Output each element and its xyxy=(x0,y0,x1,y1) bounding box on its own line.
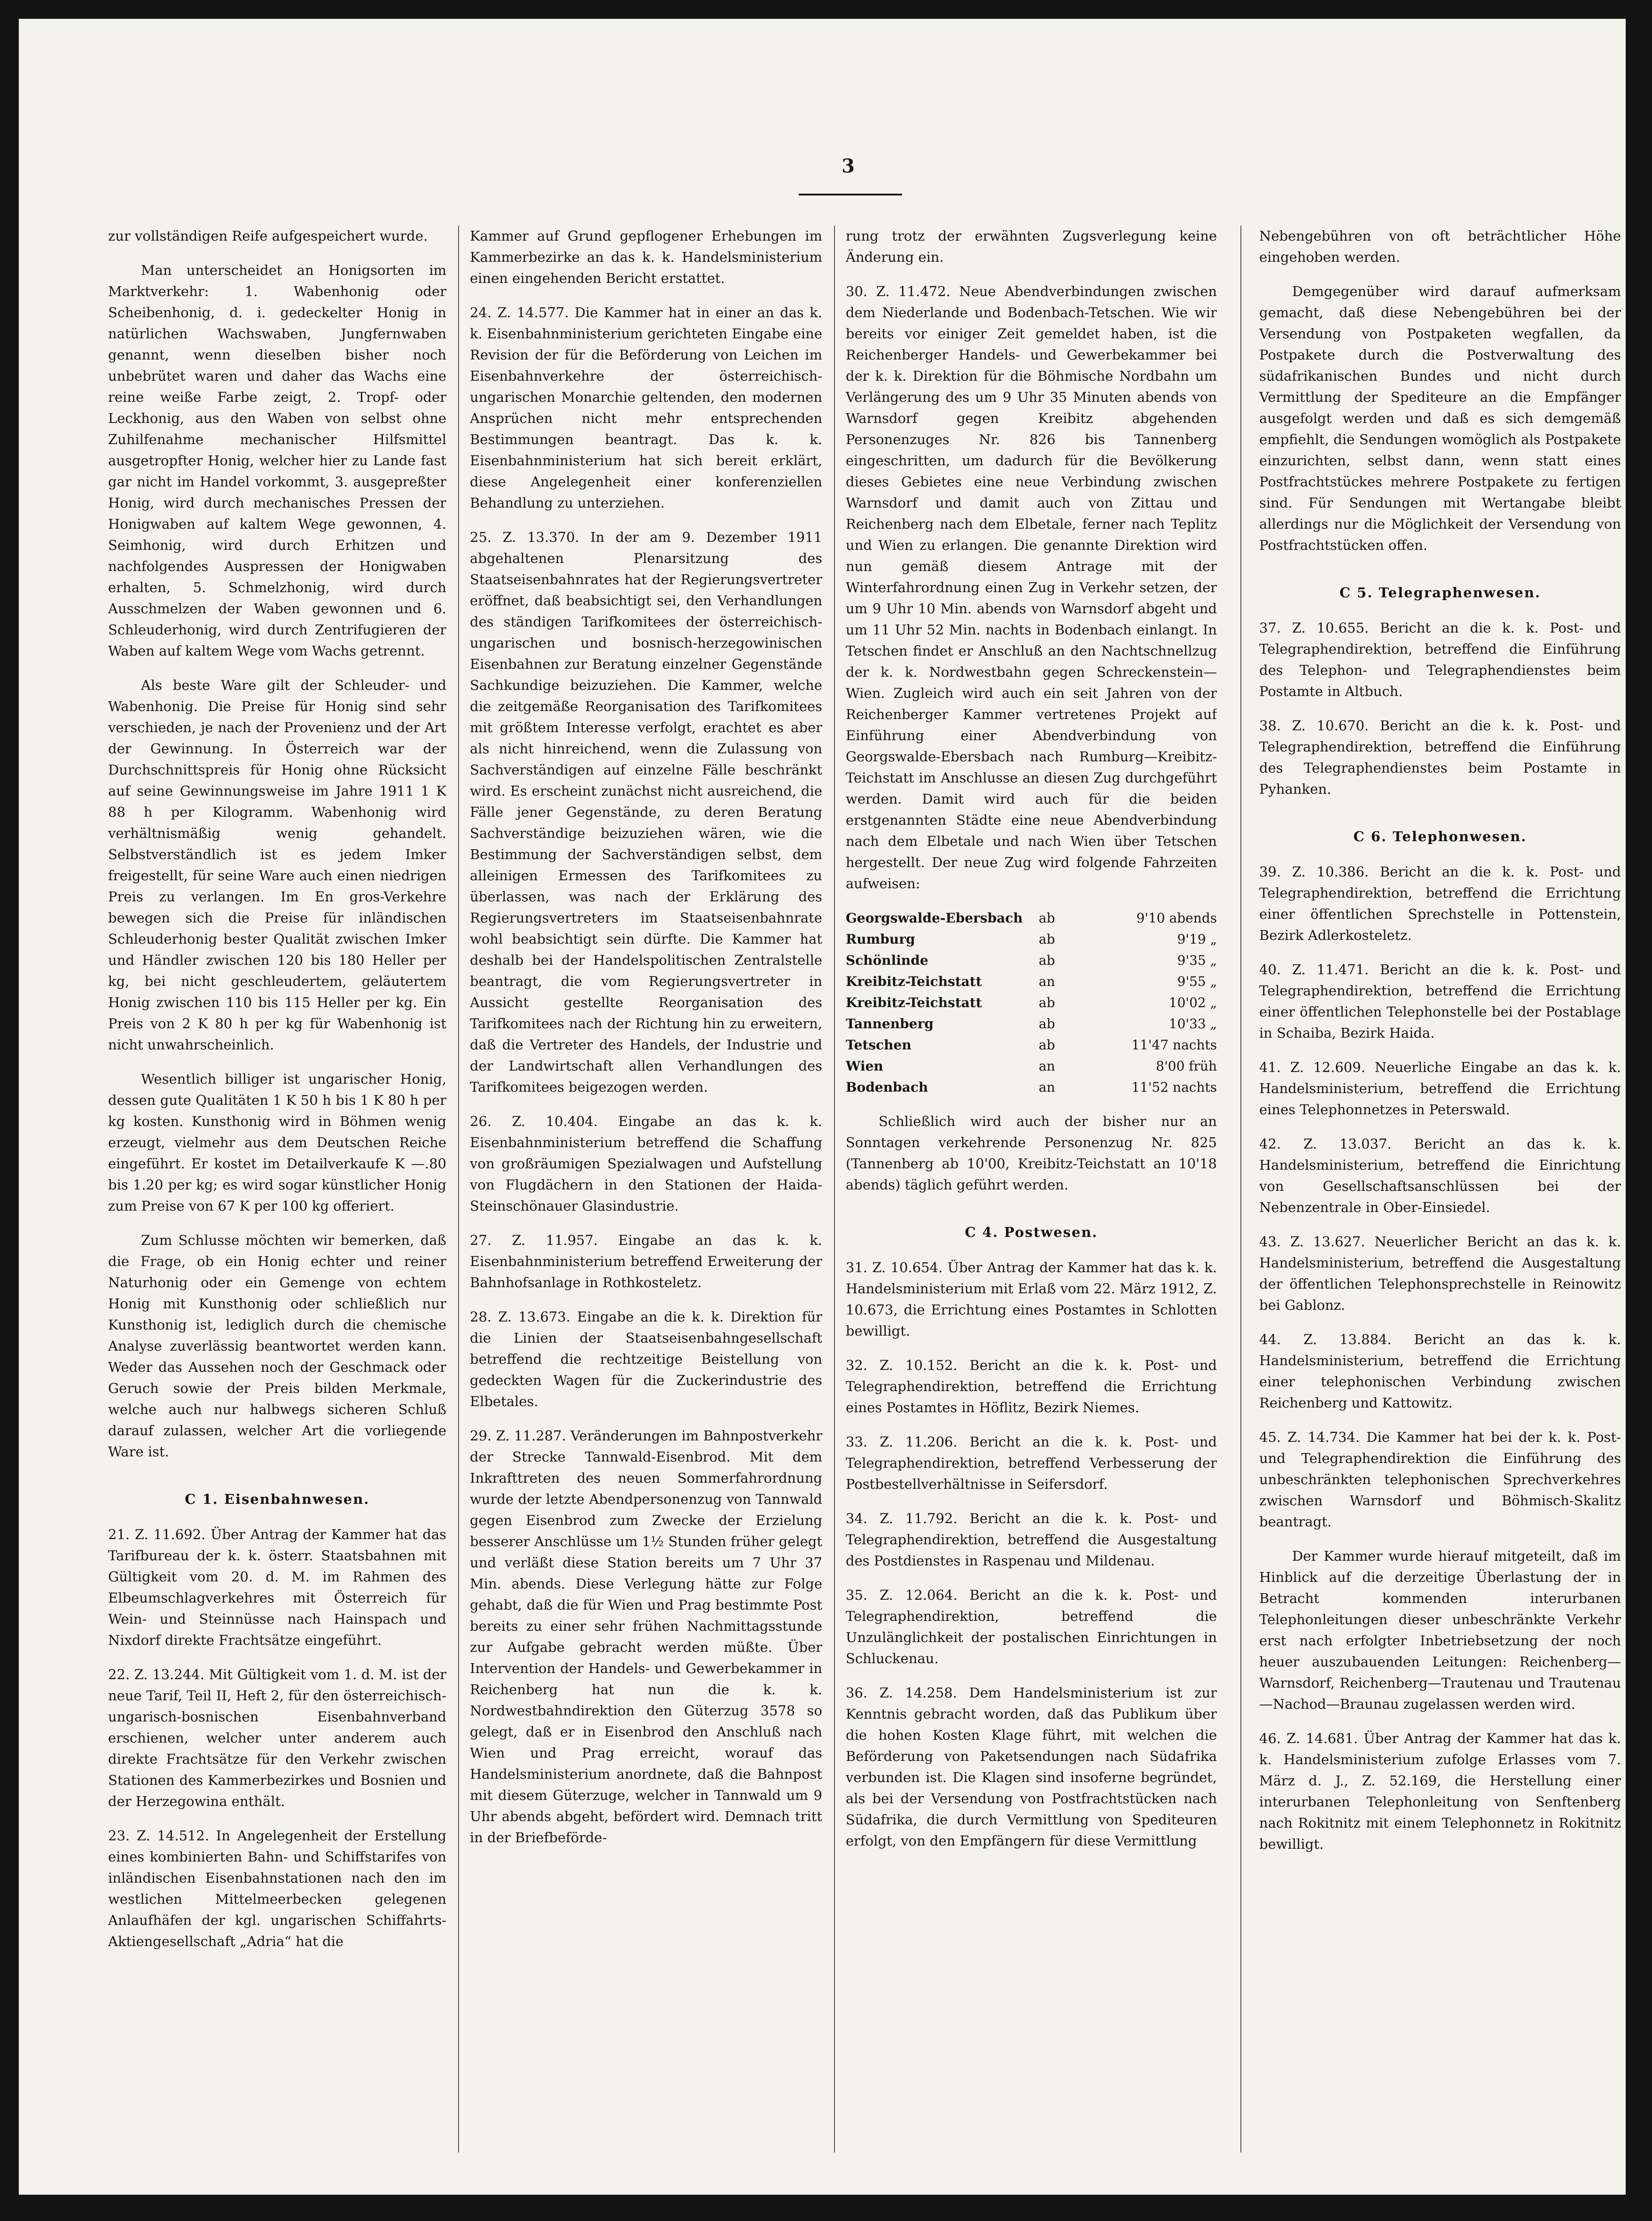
section-heading: C 5. Telegraphenwesen. xyxy=(1339,585,1541,601)
numbered-item: 30. Z. 11.472. Neue Abendverbindungen zwischen dem Niederlande und Bodenbach-Tetschen. Wie wir bereits vor einiger Zeit gemeldet haben, ist die Reichenberger Handels- und Gewerbekammer bei der k. k. Direktion für die Böhmische Nordbahn um Verlängerung des um 9 Uhr 35 Minuten abends von Warnsdorf gegen Kreibitz abgehenden Personenzuges Nr. 826 bis Tannenberg eingeschritten, um dadurch für die Bevölkerung dieses Gebietes eine neue Verbindung zwischen Warnsdorf und damit auch von Zittau und Reichenberg nach dem Elbetale, ferner nach Teplitz und Wien zu erlangen. Die genannte Direktion wird nun gemäß diesem Antrage mit der Winterfahrordnung einen Zug in Verkehr setzen, der um 9 Uhr 10 Min. abends von Warnsdorf abgeht und um 11 Uhr 52 Min. nachts in Bodenbach einlangt. In Tetschen findet er Anschluß an den Nachtschnellzug der k. k. Nordwestbahn gegen Schreckenstein—Wien. Zugleich wird auch ein seit Jahren von der Reichenberger Kammer vertretenes Projekt auf Einführung einer Abendverbindung von Georgswalde-Ebersbach nach Rumburg—Kreibitz-Teichstatt im Anschlusse an diesen Zug durchgeführt werden. Damit wird auch für die beiden erstgenannten Städte eine neue Abendverbindung nach dem Elbetale und nach Wien über Tetschen hergestellt. Der neue Zug wird folgende Fahrzeiten aufweisen: xyxy=(846,283,1217,892)
paragraph: Der Kammer wurde hierauf mitgeteilt, daß im Hinblick auf die derzeitige Überlastung der in Betracht kommenden interurbanen Telephonleitungen dieser unbeschränkte Verkehr erst nach erfolgter Inbetriebsetzung der noch heuer auszubauenden Leitungen: Reichenberg—Warnsdorf, Reichenberg—Trautenau und Trautenau—Nachod—Braunau zugelassen werden wird. xyxy=(1259,1548,1621,1712)
paragraph: Demgegenüber wird darauf aufmerksam gemacht, daß diese Nebengebühren bei der Versendung von Postpaketen wegfallen, da Postpakete durch die Postverwaltung des südafrikanischen Bundes und nicht durch Vermittlung der Spediteure an die Empfänger ausgefolgt werden und daß es sich demgemäß empfiehlt, die Sendungen womöglich als Postpakete einzurichten, selbst dann, wenn statt eines Postfrachtstückes mehrere Postpakete zu fertigen sind. Für Sendungen mit Wertangabe bleibt allerdings nur die Möglichkeit der Versendung von Postfrachtstücken offen. xyxy=(1259,283,1621,553)
numbered-item: 27. Z. 11.957. Eingabe an das k. k. Eisenbahnministerium betreffend Erweiterung der Bahnhofsanlage in Rothkosteletz. xyxy=(470,1232,822,1290)
timetable-row xyxy=(846,1056,1217,1077)
station-name: Tetschen xyxy=(846,1037,912,1053)
numbered-item: 22. Z. 13.244. Mit Gültigkeit vom 1. d. M. ist der neue Tarif, Teil II, Heft 2, für den österreichisch-ungarisch-bosnischen Eisenbahnverband erschienen, welcher unter anderem auch direkte Frachtsätze für den Verkehr zwischen Stationen des Kammerbezirkes und Bosnien und der Herzegowina enthält. xyxy=(108,1666,446,1809)
numbered-item: 29. Z. 11.287. Veränderungen im Bahnpostverkehr der Strecke Tannwald-Eisenbrod. Mit dem Inkrafttreten des neuen Sommerfahrordnung wurde der letzte Abendpersonenzug von Tannwald gegen Eisenbrod zum Zwecke der Erzielung besserer Anschlüsse um 1½ Stunden früher gelegt und verläßt diese Station bereits um 7 Uhr 37 Min. abends. Diese Verlegung hätte zur Folge gehabt, daß die für Wien und Prag bestimmte Post bereits zu einer sehr frühen Nachmittagsstunde zur Aufgabe gebracht werden müßte. Über Intervention der Handels- und Gewerbekammer in Reichenberg hat nun die k. k. Nordwestbahndirektion den Güterzug 3578 so gelegt, daß er in Eisenbrod den Anschluß nach Wien und Prag erreicht, worauf das Handelsministerium anordnete, daß die Bahnpost mit diesem Güterzuge, welcher in Tannwald um 9 Uhr abends abgeht, befördert wird. Demnach tritt in der Briefbeförde- xyxy=(470,1428,822,1846)
paragraph: Zum Schlusse möchten wir bemerken, daß die Frage, ob ein Honig echter und reiner Naturhonig oder ein Gemenge von echtem Honig mit Kunsthonig oder schließlich nur Kunsthonig ist, lediglich durch die chemische Analyse zuverlässig beantwortet werden kann. Weder das Aussehen noch der Geschmack oder Geruch sowie der Preis bilden Merkmale, welche auch nur halbwegs sicheren Schluß darauf zulassen, welcher Art die vorliegende Ware ist. xyxy=(108,1232,446,1460)
numbered-item: 26. Z. 10.404. Eingabe an das k. k. Eisenbahnministerium betreffend die Schaffung von großräumigen Spezialwagen und Aufstellung von Flugdächern in den Stationen der Haida-Steinschönauer Glasindustrie. xyxy=(470,1113,822,1214)
numbered-item: 42. Z. 13.037. Bericht an das k. k. Handelsministerium, betreffend die Einrichtung von Gesellschaftsanschlüssen bei der Nebenzentrale in Ober-Einsiedel. xyxy=(1259,1136,1621,1215)
station-name: Georgswalde-Ebersbach xyxy=(846,910,1023,926)
numbered-item: 37. Z. 10.655. Bericht an die k. k. Post- und Telegraphendirektion, betreffend die Einführung des Telephon- und Telegraphendienstes beim Postamte in Altbuch. xyxy=(1259,620,1621,699)
timetable-row xyxy=(846,950,1217,971)
numbered-item: 38. Z. 10.670. Bericht an die k. k. Post- und Telegraphendirektion, betreffend die Einführung des Telegraphendienstes beim Postamte in Pyhanken. xyxy=(1259,718,1621,797)
arrival-departure: ab xyxy=(1038,953,1055,968)
numbered-item: 39. Z. 10.386. Bericht an die k. k. Post- und Telegraphendirektion, betreffend die Errichtung einer öffentlichen Sprechstelle in Pottenstein, Bezirk Adlerkosteletz. xyxy=(1259,864,1621,943)
arrival-departure: an xyxy=(1038,1079,1055,1095)
arrival-departure: ab xyxy=(1038,1016,1055,1032)
timetable-row xyxy=(846,929,1217,950)
timetable-row xyxy=(846,1013,1217,1034)
numbered-item: 40. Z. 11.471. Bericht an die k. k. Post- und Telegraphendirektion, betreffend die Errichtung einer öffentlichen Telephonstelle bei der Postablage in Schaiba, Bezirk Haida. xyxy=(1259,962,1621,1041)
time: 10'02 „ xyxy=(1169,995,1217,1010)
arrival-departure: an xyxy=(1038,974,1055,989)
time: 9'55 „ xyxy=(1177,974,1217,989)
station-name: Kreibitz-Teichstatt xyxy=(846,995,982,1010)
time: 9'10 abends xyxy=(1136,910,1217,926)
time: 11'47 nachts xyxy=(1131,1037,1217,1053)
time: 8'00 früh xyxy=(1156,1058,1217,1074)
numbered-item: 24. Z. 14.577. Die Kammer hat in einer an das k. k. Eisenbahnministerium gerichteten Eingabe eine Revision der für die Beförderung von Leichen im Eisenbahnverkehre der österreichisch-ungarischen Monarchie geltenden, den modernen Ansprüchen nicht mehr entsprechenden Bestimmungen beantragt. Das k. k. Eisenbahnministerium hat sich bereit erklärt, diese Angelegenheit einer konferenziellen Behandlung zu unterziehen. xyxy=(470,305,822,511)
station-name: Bodenbach xyxy=(846,1079,928,1095)
numbered-item: 43. Z. 13.627. Neuerlicher Bericht an das k. k. Handelsministerium, betreffend die Ausgestaltung der öffentlichen Telephonsprechstelle in Reinowitz bei Gablonz. xyxy=(1259,1234,1621,1313)
timetable-row xyxy=(846,1034,1217,1056)
page-number-rule xyxy=(799,194,902,196)
column-2 xyxy=(470,226,822,2162)
numbered-item: 23. Z. 14.512. In Angelegenheit der Erstellung eines kombinierten Bahn- und Schiffstarifes von inländischen Eisenbahnstationen nach den im westlichen Mittelmeerbecken gelegenen Anlaufhäfen der kgl. ungarischen Schiffahrts-Aktiengesellschaft „Adria“ hat die xyxy=(108,1828,446,1949)
arrival-departure: ab xyxy=(1038,931,1055,947)
paragraph: Wesentlich billiger ist ungarischer Honig, dessen gute Qualitäten 1 K 50 h bis 1 K 80 h per kg kosten. Kunsthonig wird in Böhmen wenig erzeugt, vielmehr aus dem Deutschen Reiche eingeführt. Er kostet im Detailverkaufe K —.80 bis 1.20 per kg; es wird sogar künstlicher Honig zum Preise von 67 K per 100 kg offeriert. xyxy=(108,1071,446,1214)
paragraph: Schließlich wird auch der bisher nur an Sonntagen verkehrende Personenzug Nr. 825 (Tannenberg ab 10'00, Kreibitz-Teichstatt an 10'18 abends) täglich geführt werden. xyxy=(846,1113,1217,1193)
paragraph: rung trotz der erwähnten Zugsverlegung keine Änderung ein. xyxy=(846,228,1217,265)
paragraph: Kammer auf Grund gepflogener Erhebungen im Kammerbezirke an das k. k. Handelsministerium einen eingehenden Bericht erstattet. xyxy=(470,228,822,286)
paragraph: Man unterscheidet an Honigsorten im Marktverkehr: 1. Wabenhonig oder Scheibenhonig, d. i. gedeckelter Honig in natürlichen Wachswaben, Jungfernwaben genannt, wenn dieselben bisher noch unbebrütet waren und daher das Wachs eine reine weiße Farbe zeigt, 2. Tropf- oder Leckhonig, aus den Waben von selbst ohne Zuhilfenahme mechanischer Hilfsmittel ausgetropfter Honig, welcher hier zu Lande fast gar nicht im Handel vorkommt, 3. ausgepreßter Honig, wird durch mechanisches Pressen der Honigwaben auf kaltem Wege gewonnen, 4. Seimhonig, wird durch Erhitzen und nachfolgendes Auspressen der Honigwaben erhalten, 5. Schmelzhonig, wird durch Ausschmelzen der Waben gewonnen und 6. Schleuderhonig, wird durch Zentrifugieren der Waben auf kaltem Wege vom Wachs getrennt. xyxy=(108,262,446,659)
timetable-row xyxy=(846,1077,1217,1098)
numbered-item: 34. Z. 11.792. Bericht an die k. k. Post- und Telegraphendirektion, betreffend die Ausgestaltung des Postdienstes in Raspenau und Mildenau. xyxy=(846,1510,1217,1569)
station-name: Tannenberg xyxy=(846,1016,934,1032)
column-1 xyxy=(108,226,446,2162)
section-heading: C 6. Telephonwesen. xyxy=(1353,829,1527,845)
station-name: Kreibitz-Teichstatt xyxy=(846,974,982,989)
numbered-item: 21. Z. 11.692. Über Antrag der Kammer hat das Tarifbureau der k. k. österr. Staatsbahnen mit Gültigkeit vom 20. d. M. im Rahmen des Elbeumschlagverkehres mit Österreich für Wein- und Steinnüsse nach Hainspach und Nixdorf direkte Frachtsätze eingeführt. xyxy=(108,1526,446,1648)
timetable-row xyxy=(846,907,1217,929)
column-4 xyxy=(1259,226,1621,2162)
column-divider xyxy=(834,226,835,2152)
arrival-departure: ab xyxy=(1038,995,1055,1010)
time: 10'33 „ xyxy=(1169,1016,1217,1032)
arrival-departure: ab xyxy=(1038,1037,1055,1053)
document-page xyxy=(19,19,1626,2195)
section-heading: C 1. Eisenbahnwesen. xyxy=(185,1491,370,1507)
numbered-item: 28. Z. 13.673. Eingabe an die k. k. Direktion für die Linien der Staatseisenbahngesellschaft betreffend die rechtzeitige Beistellung von gedeckten Wagen für die Zuckerindustrie des Elbetales. xyxy=(470,1309,822,1409)
page-number: 3 xyxy=(842,155,855,177)
numbered-item: 32. Z. 10.152. Bericht an die k. k. Post- und Telegraphendirektion, betreffend die Errichtung eines Postamtes in Höflitz, Bezirk Niemes. xyxy=(846,1357,1217,1415)
station-name: Schönlinde xyxy=(846,953,928,968)
numbered-item: 33. Z. 11.206. Bericht an die k. k. Post- und Telegraphendirektion, betreffend Verbesserung der Postbestellverhältnisse in Seifersdorf. xyxy=(846,1434,1217,1492)
numbered-item: 41. Z. 12.609. Neuerliche Eingabe an das k. k. Handelsministerium, betreffend die Errichtung eines Telephonnetzes in Peterswald. xyxy=(1259,1059,1621,1118)
column-3 xyxy=(846,226,1217,2162)
paragraph: Nebengebühren von oft beträchtlicher Höhe eingehoben werden. xyxy=(1259,228,1621,265)
column-divider xyxy=(1240,226,1241,2152)
numbered-item: 35. Z. 12.064. Bericht an die k. k. Post- und Telegraphendirektion, betreffend die Unzulänglichkeit der postalischen Einrichtungen in Schluckenau. xyxy=(846,1587,1217,1666)
column-divider xyxy=(458,226,459,2152)
numbered-item: 25. Z. 13.370. In der am 9. Dezember 1911 abgehaltenen Plenarsitzung des Staatseisenbahnrates hat der Regierungsvertreter eröffnet, daß beabsichtigt sei, den Verhandlungen des ständigen Tarifkomitees der österreichisch-ungarischen und bosnisch-herzegowinischen Eisenbahnen zur Beratung einzelner Gegenstände Sachkundige beizuziehen. Die Kammer, welche die zeitgemäße Reorganisation des Tarifkomitees mit größtem Interesse verfolgt, erachtet es aber als nicht hinreichend, wenn die Zulassung von Sachverständigen auf einzelne Fälle beschränkt wird. Es erscheint zunächst nicht ausreichend, die Fälle jener Gegenstände, zu deren Beratung Sachverständige beizuziehen wären, wie die Bestimmung der Sachverständigen selbst, dem alleinigen Ermessen des Tarifkomitees zu überlassen, was nach der Erklärung des Regierungsvertreters im Staatseisenbahnrate wohl beabsichtigt sein dürfte. Die Kammer hat deshalb bei der Handelspolitischen Zentralstelle beantragt, die vom Regierungsvertreter in Aussicht gestellte Reorganisation des Tarifkomitees nach der Richtung hin zu erweitern, daß die Vertreter des Handels, der Industrie und der Landwirtschaft allen Verhandlungen des Tarifkomitees beigezogen werden. xyxy=(470,529,822,1095)
arrival-departure: an xyxy=(1038,1058,1055,1074)
timetable-row xyxy=(846,971,1217,992)
paragraph: zur vollständigen Reife aufgespeichert wurde. xyxy=(108,228,428,244)
numbered-item: 46. Z. 14.681. Über Antrag der Kammer hat das k. k. Handelsministerium zufolge Erlasses vom 7. März d. J., Z. 52.169, die Herstellung einer interurbanen Telephonleitung von Senftenberg nach Rokitnitz mit einem Telephonnetz in Rokitnitz bewilligt. xyxy=(1259,1730,1621,1852)
station-name: Wien xyxy=(846,1058,883,1074)
station-name: Rumburg xyxy=(846,931,915,947)
time: 9'19 „ xyxy=(1177,931,1217,947)
timetable-row xyxy=(846,992,1217,1013)
time: 11'52 nachts xyxy=(1131,1079,1217,1095)
paragraph: Als beste Ware gilt der Schleuder- und Wabenhonig. Die Preise für Honig sind sehr verschieden, je nach der Provenienz und der Art der Gewinnung. In Österreich war der Durchschnittspreis für Honig ohne Rücksicht auf seine Gewinnungsweise im Jahre 1911 1 K 88 h per Kilogramm. Wabenhonig wird verhältnismäßig wenig gehandelt. Selbstverständlich ist es jedem Imker freigestellt, für seine Ware auch einen niedrigen Preis zu verlangen. Im En gros-Verkehre bewegen sich die Preise für inländischen Schleuderhonig bester Qualität zwischen Imker und Händler zwischen 120 bis 180 Heller per kg, bei nicht geschleudertem, geläutertem Honig zwischen 110 bis 115 Heller per kg. Ein Preis von 2 K 80 h per kg für Wabenhonig ist nicht unwahrscheinlich. xyxy=(108,677,446,1053)
numbered-item: 45. Z. 14.734. Die Kammer hat bei der k. k. Post- und Telegraphendirektion die Einführung des unbeschränkten telephonischen Sprechverkehres zwischen Warnsdorf und Böhmisch-Skalitz beantragt. xyxy=(1259,1429,1621,1530)
section-heading: C 4. Postwesen. xyxy=(965,1224,1098,1240)
time: 9'35 „ xyxy=(1177,953,1217,968)
numbered-item: 36. Z. 14.258. Dem Handelsministerium ist zur Kenntnis gebracht worden, daß das Publikum über die hohen Kosten Klage führt, mit welchen die Beförderung von Paketsendungen nach Südafrika verbunden ist. Die Klagen sind insoferne begründet, als bei der Versendung von Postfrachtstücken nach Südafrika, die durch Vermittlung von Spediteuren erfolgt, von den Empfängern für diese Vermittlung xyxy=(846,1685,1217,1849)
timetable xyxy=(846,907,1217,1098)
numbered-item: 44. Z. 13.884. Bericht an das k. k. Handelsministerium, betreffend die Errichtung einer telephonischen Verbindung zwischen Reichenberg und Kattowitz. xyxy=(1259,1331,1621,1411)
arrival-departure: ab xyxy=(1038,910,1055,926)
numbered-item: 31. Z. 10.654. Über Antrag der Kammer hat das k. k. Handelsministerium mit Erlaß vom 22. März 1912, Z. 10.673, die Errichtung eines Postamtes in Schlotten bewilligt. xyxy=(846,1259,1217,1339)
